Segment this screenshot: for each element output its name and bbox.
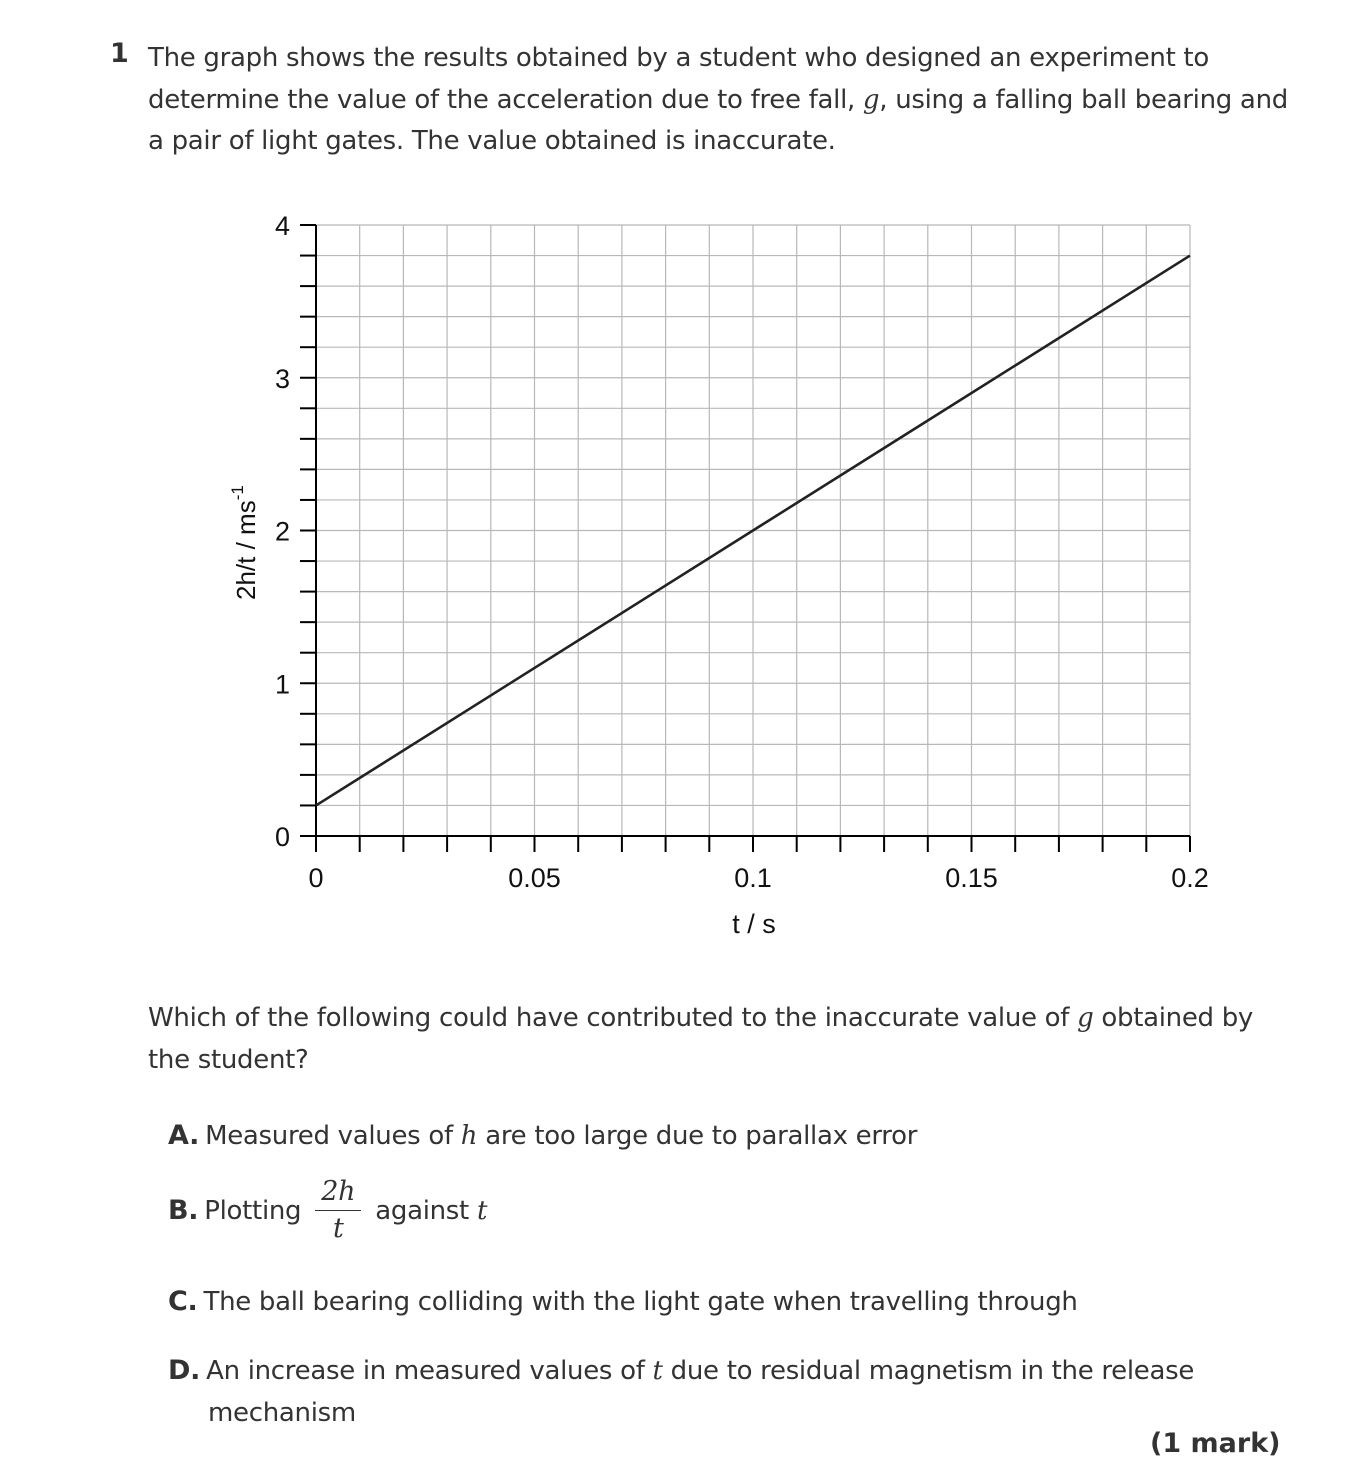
option-b-text-1: Plotting xyxy=(204,1195,302,1226)
y-tick-label: 2 xyxy=(274,516,290,547)
x-tick-label: 0.05 xyxy=(508,863,561,893)
svg-text:2h/t / ms-1 xyxy=(228,485,261,600)
fraction-numerator: 2h xyxy=(315,1176,361,1211)
option-d-text-2: due to residual magnetism in the release mechanism xyxy=(208,1356,1195,1428)
y-tick-label: 1 xyxy=(274,669,290,700)
sub-question-part-2: obtained by the student? xyxy=(148,1003,1254,1075)
graph-ticks xyxy=(300,225,1190,852)
option-a-text-2: are too large due to parallax error xyxy=(477,1121,918,1151)
option-d-var: t xyxy=(652,1356,663,1386)
option-a-var: h xyxy=(460,1121,478,1151)
question-text-part-1: The graph shows the results obtained by a student who designed an experiment to determine the value of the acceleration due to free fall, xyxy=(148,43,1209,115)
x-tick-label: 0.1 xyxy=(734,863,772,893)
x-tick-label: 0.2 xyxy=(1171,863,1209,893)
option-b-var: t xyxy=(476,1195,488,1226)
option-b[interactable] xyxy=(168,1176,487,1245)
y-axis-label-sup: -1 xyxy=(228,485,247,501)
option-c-text: The ball bearing colliding with the light gate when travelling through xyxy=(203,1287,1078,1317)
sub-question xyxy=(148,998,1268,1081)
option-c[interactable] xyxy=(168,1286,1078,1317)
x-axis-label: t / s xyxy=(732,909,776,939)
option-d[interactable] xyxy=(168,1350,1268,1434)
g-symbol: g xyxy=(862,84,880,115)
option-a-text-1: Measured values of xyxy=(205,1121,461,1151)
question-number: 1 xyxy=(110,38,129,69)
option-d-text-1: An increase in measured values of xyxy=(206,1356,653,1386)
sub-question-g-symbol: g xyxy=(1077,1003,1094,1033)
option-d-letter: D. xyxy=(168,1355,201,1386)
x-tick-label: 0.15 xyxy=(945,863,998,893)
option-c-letter: C. xyxy=(168,1286,198,1317)
mark-allocation: (1 mark) xyxy=(1150,1428,1281,1459)
fraction-denominator: t xyxy=(332,1213,344,1244)
y-axis-label xyxy=(228,485,261,600)
option-a[interactable] xyxy=(168,1120,917,1151)
x-tick-label: 0 xyxy=(308,863,324,893)
option-a-letter: A. xyxy=(168,1120,200,1151)
question-text-part-2: , using a falling ball bearing and a pair of light gates. The value obtained is inaccurate. xyxy=(148,84,1288,156)
graph-labels xyxy=(275,211,1209,893)
y-tick-label: 0 xyxy=(274,822,290,852)
fraction-2h-over-t xyxy=(315,1176,361,1245)
y-tick-label: 3 xyxy=(274,363,290,394)
sub-question-part-1: Which of the following could have contributed to the inaccurate value of xyxy=(148,1003,1078,1033)
y-tick-label: 4 xyxy=(274,211,290,241)
y-axis-label-main: 2h/t / ms xyxy=(231,500,261,600)
option-b-letter: B. xyxy=(168,1195,199,1226)
option-b-text-2: against xyxy=(375,1195,469,1226)
